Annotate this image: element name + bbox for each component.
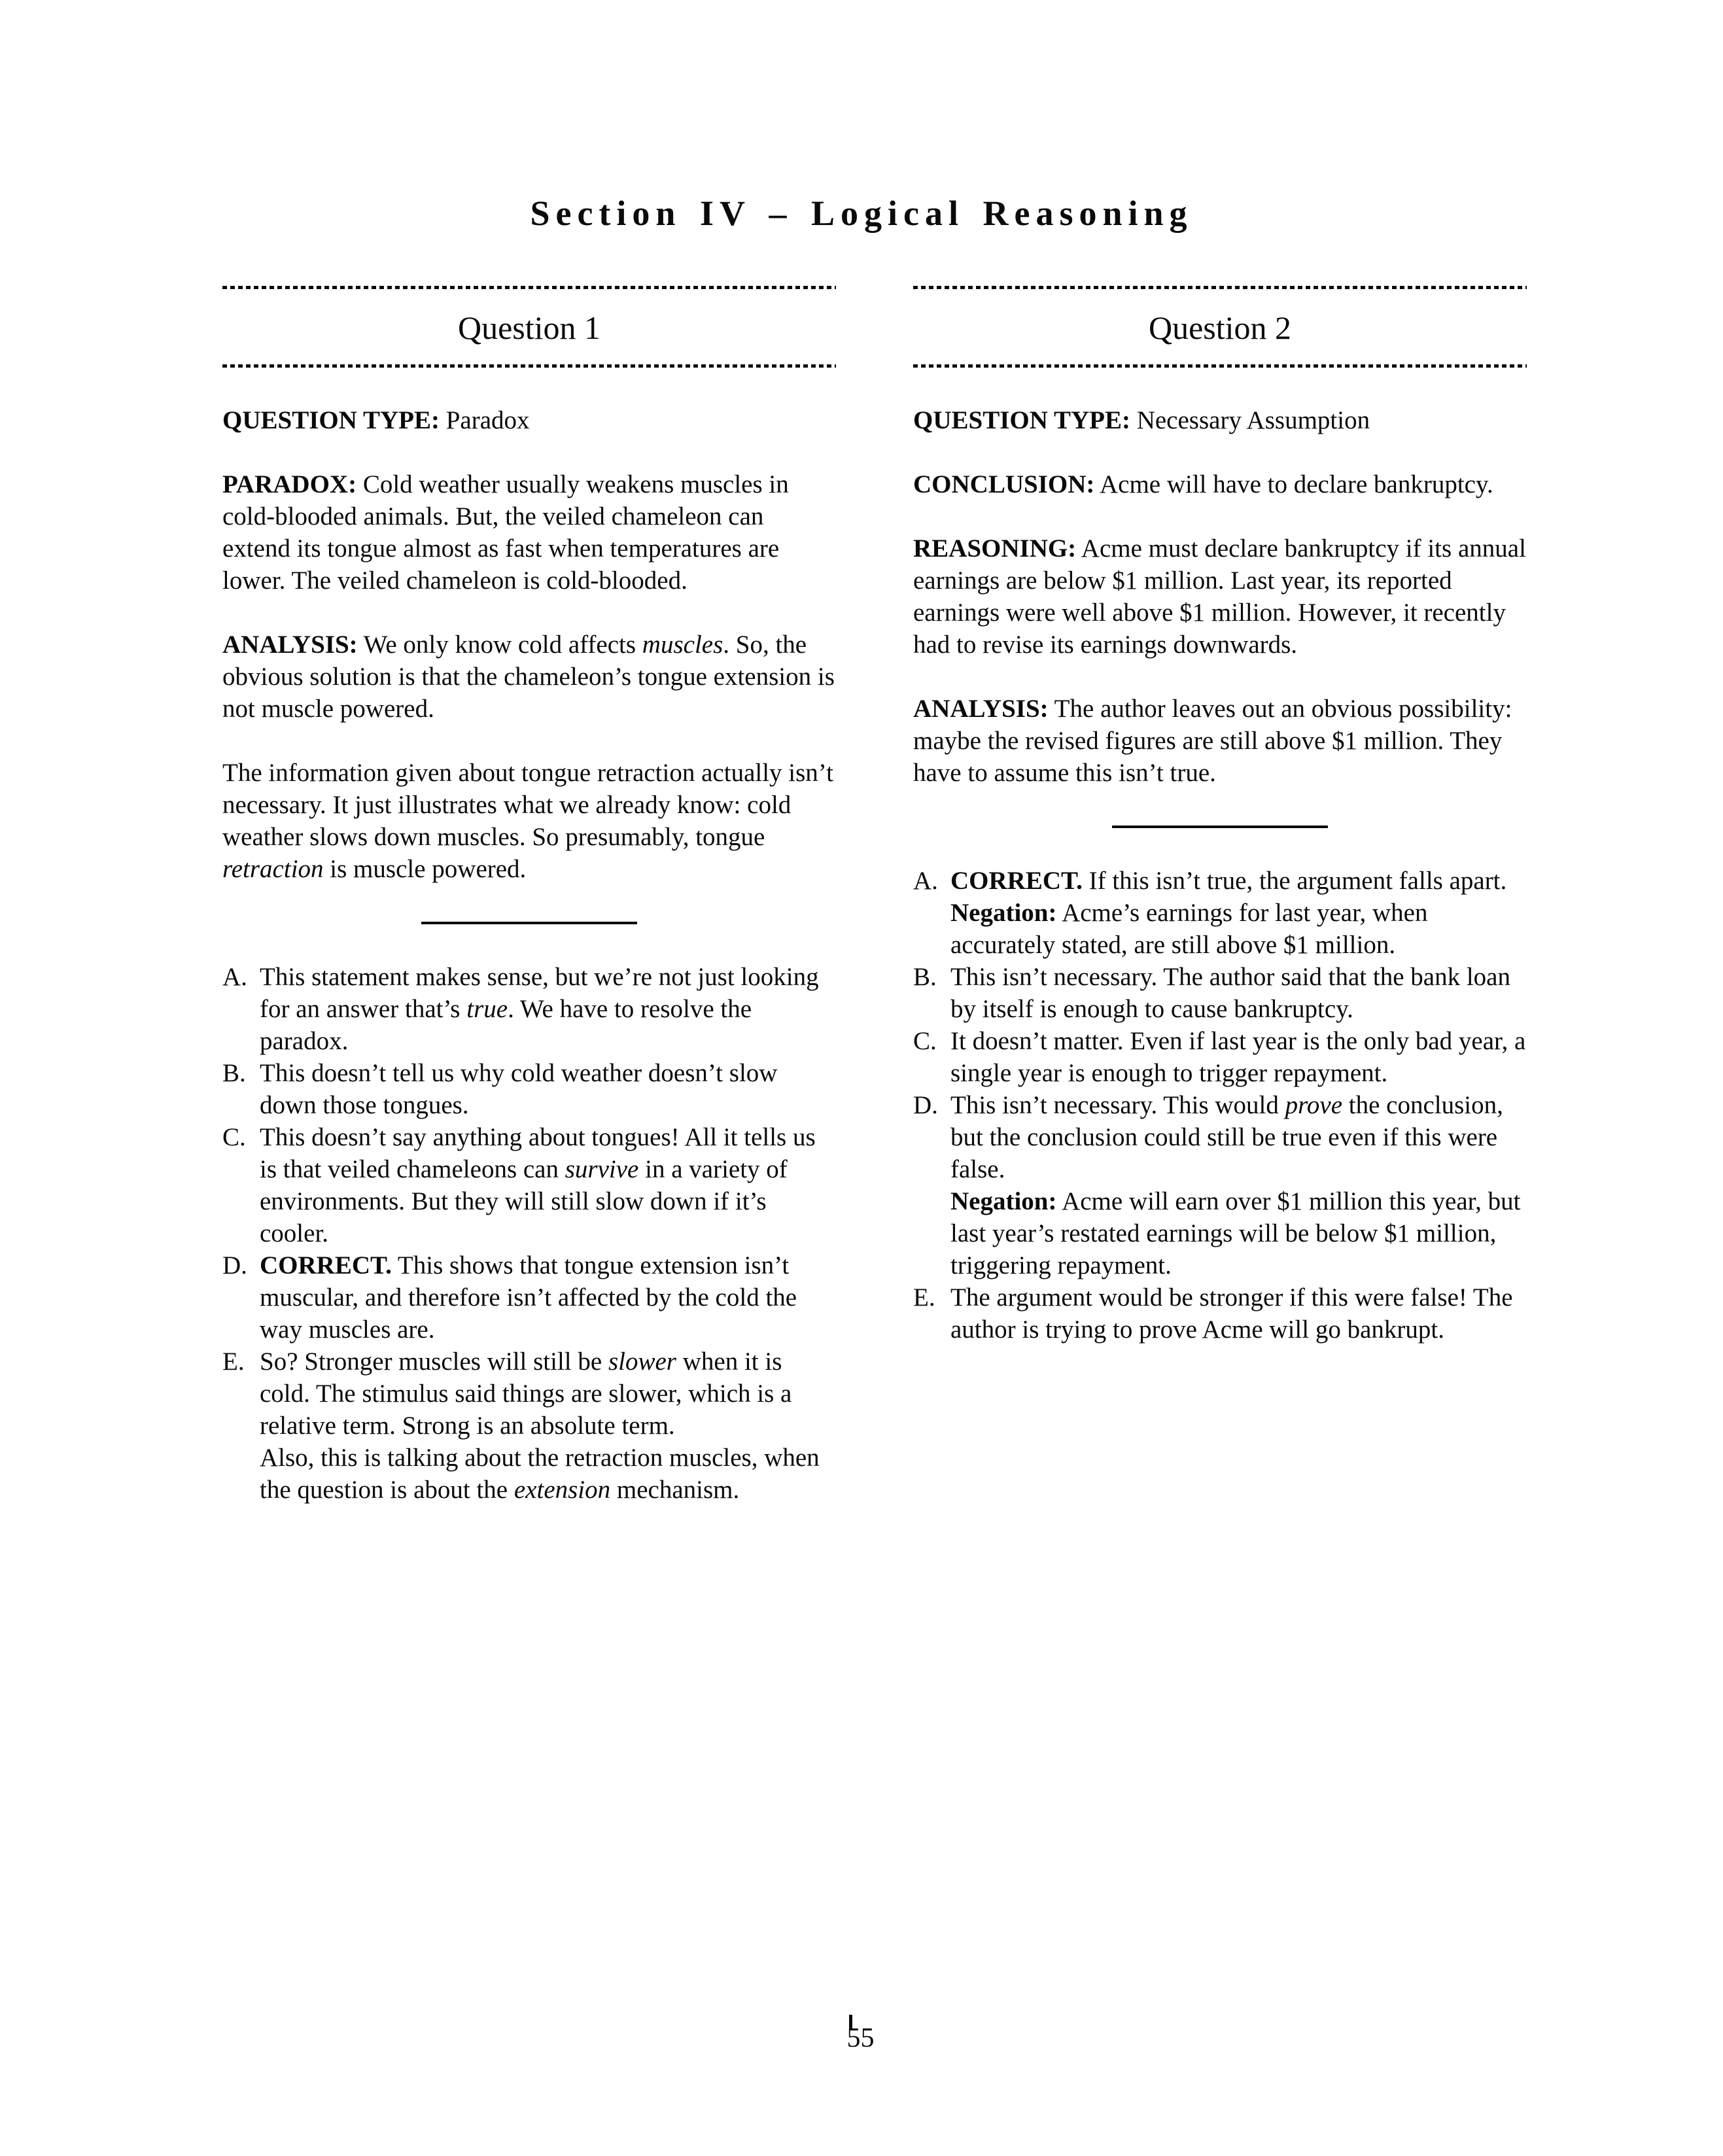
text: Acme’s earnings for last year, when accurately stated, are still above $1 million. xyxy=(950,898,1428,959)
bold-text: CORRECT. xyxy=(950,866,1083,895)
answer-item xyxy=(913,1025,1527,1089)
text: We only know cold affects xyxy=(357,630,642,659)
question-2-heading: Question 2 xyxy=(1148,309,1292,346)
answer-paragraph xyxy=(950,1281,1527,1346)
text: This isn’t necessary. The author said that the bank loan by itself is enough to cause bankruptcy. xyxy=(950,962,1510,1023)
answer-paragraph xyxy=(260,1121,836,1249)
question-2-header xyxy=(913,286,1527,368)
question-columns xyxy=(222,286,1527,1506)
answers-divider xyxy=(421,922,637,924)
text: The information given about tongue retraction actually isn’t necessary. It just illustrates what we already know: cold weather slows down muscles. So presumably, tongue xyxy=(222,758,833,851)
answer-letter: E. xyxy=(222,1347,245,1376)
italic-text: survive xyxy=(565,1155,639,1183)
text: . We have to resolve the paradox. xyxy=(260,994,752,1055)
bold-text: PARADOX: xyxy=(222,470,357,498)
answer-item xyxy=(222,1057,836,1121)
answer-paragraph xyxy=(260,1346,836,1442)
italic-text: slower xyxy=(608,1347,676,1376)
text: when it is cold. The stimulus said things are slower, which is a relative term. Strong is an absolute term. xyxy=(260,1347,792,1440)
answer-paragraph xyxy=(950,1025,1527,1089)
question-1-header xyxy=(222,286,836,368)
bold-text: QUESTION TYPE: xyxy=(222,406,440,434)
italic-text: extension xyxy=(513,1475,611,1504)
bold-text: REASONING: xyxy=(913,534,1077,563)
answer-paragraph xyxy=(950,1089,1527,1185)
answer-paragraph xyxy=(260,1442,836,1506)
text: Acme must declare bankruptcy if its annual earnings are below $1 million. Last year, its reported earnings were well above $1 million. However, it recently had to revise its earnings downwards. xyxy=(913,534,1526,659)
answer-item xyxy=(913,961,1527,1025)
answer-item xyxy=(913,1281,1527,1346)
bold-text: ANALYSIS: xyxy=(222,630,358,659)
answer-item xyxy=(913,865,1527,961)
text: is muscle powered. xyxy=(323,854,527,883)
text: Acme will have to declare bankruptcy. xyxy=(1094,470,1493,498)
text: This isn’t necessary. This would xyxy=(950,1090,1285,1119)
bold-text: ANALYSIS: xyxy=(913,694,1049,723)
text: The argument would be stronger if this were false! The author is trying to prove Acme will go bankrupt. xyxy=(950,1283,1513,1344)
question-1-heading: Question 1 xyxy=(457,309,601,346)
section-paragraph xyxy=(222,468,836,597)
text: Acme will earn over $1 million this year, but last year’s restated earnings will be below $1 million, triggering repayment. xyxy=(950,1187,1521,1279)
bold-text: CORRECT. xyxy=(260,1251,392,1279)
text: This statement makes sense, but we’re not just looking for an answer that’s xyxy=(260,962,819,1023)
dotted-rule-bottom xyxy=(222,364,836,368)
text: Paradox xyxy=(439,406,530,434)
text: mechanism. xyxy=(610,1475,740,1504)
italic-text: prove xyxy=(1285,1090,1343,1119)
section-paragraph xyxy=(913,693,1527,789)
answer-paragraph xyxy=(950,865,1527,897)
page-title: Section IV – Logical Reasoning xyxy=(530,194,1193,233)
answer-letter: D. xyxy=(913,1090,938,1119)
bold-text: CONCLUSION: xyxy=(913,470,1095,498)
answer-letter: A. xyxy=(913,866,938,895)
answers-divider xyxy=(1112,826,1328,828)
section-paragraph xyxy=(913,532,1527,661)
text: So? Stronger muscles will still be xyxy=(260,1347,608,1376)
section-paragraph xyxy=(222,629,836,725)
text: Cold weather usually weakens muscles in cold-blooded animals. But, the veiled chameleon can extend its tongue almost as fast when temperatures are lower. The veiled chameleon is cold-blooded. xyxy=(222,470,789,595)
italic-text: muscles xyxy=(642,630,723,659)
page-number-value: 55 xyxy=(846,2023,875,2053)
section-paragraph xyxy=(222,404,836,436)
answer-letter: C. xyxy=(913,1026,937,1055)
question-2-column xyxy=(913,286,1527,1506)
answer-letter: D. xyxy=(222,1251,247,1279)
answer-letter: E. xyxy=(913,1283,935,1312)
text: This doesn’t tell us why cold weather doesn’t slow down those tongues. xyxy=(260,1058,778,1119)
answer-paragraph xyxy=(950,1185,1527,1281)
question-1-column xyxy=(222,286,836,1506)
answer-item xyxy=(913,1089,1527,1281)
italic-text: retraction xyxy=(222,854,324,883)
bold-text: QUESTION TYPE: xyxy=(913,406,1130,434)
answer-paragraph xyxy=(260,961,836,1057)
text: Necessary Assumption xyxy=(1130,406,1370,434)
answer-letter: B. xyxy=(913,962,937,991)
answer-letter: A. xyxy=(222,962,247,991)
answer-letter: B. xyxy=(222,1058,246,1087)
answer-paragraph xyxy=(260,1057,836,1121)
answer-paragraph xyxy=(260,1249,836,1346)
question-2-answers xyxy=(913,865,1527,1346)
answer-paragraph xyxy=(950,897,1527,961)
text: This shows that tongue extension isn’t muscular, and therefore isn’t affected by the cold the way muscles are. xyxy=(260,1251,797,1344)
page-number xyxy=(0,2015,1723,2055)
answer-item xyxy=(222,1346,836,1506)
section-paragraph xyxy=(913,468,1527,500)
dotted-rule-bottom xyxy=(913,364,1527,368)
answer-letter: C. xyxy=(222,1122,246,1151)
bold-text: Negation: xyxy=(950,898,1057,927)
question-2-explanation xyxy=(913,404,1527,789)
question-1-explanation xyxy=(222,404,836,885)
text: This doesn’t say anything about tongues! All it tells us is that veiled chameleons can xyxy=(260,1122,816,1183)
text: It doesn’t matter. Even if last year is the only bad year, a single year is enough to trigger repayment. xyxy=(950,1026,1526,1087)
question-1-answers xyxy=(222,961,836,1506)
text: Also, this is talking about the retraction muscles, when the question is about the xyxy=(260,1443,820,1504)
section-paragraph xyxy=(913,404,1527,436)
answer-paragraph xyxy=(950,961,1527,1025)
section-paragraph xyxy=(222,757,836,885)
italic-text: true xyxy=(466,994,508,1023)
text: in a variety of environments. But they will still slow down if it’s cooler. xyxy=(260,1155,788,1247)
text: The author leaves out an obvious possibility: maybe the revised figures are still above $1 million. They have to assume this isn’t true. xyxy=(913,694,1512,787)
answer-item xyxy=(222,1249,836,1346)
answer-item xyxy=(222,1121,836,1249)
text: . So, the obvious solution is that the chameleon’s tongue extension is not muscle powered. xyxy=(222,630,835,723)
bold-text: Negation: xyxy=(950,1187,1057,1215)
text: the conclusion, but the conclusion could still be true even if this were false. xyxy=(950,1090,1503,1183)
text: If this isn’t true, the argument falls apart. xyxy=(1082,866,1507,895)
answer-item xyxy=(222,961,836,1057)
